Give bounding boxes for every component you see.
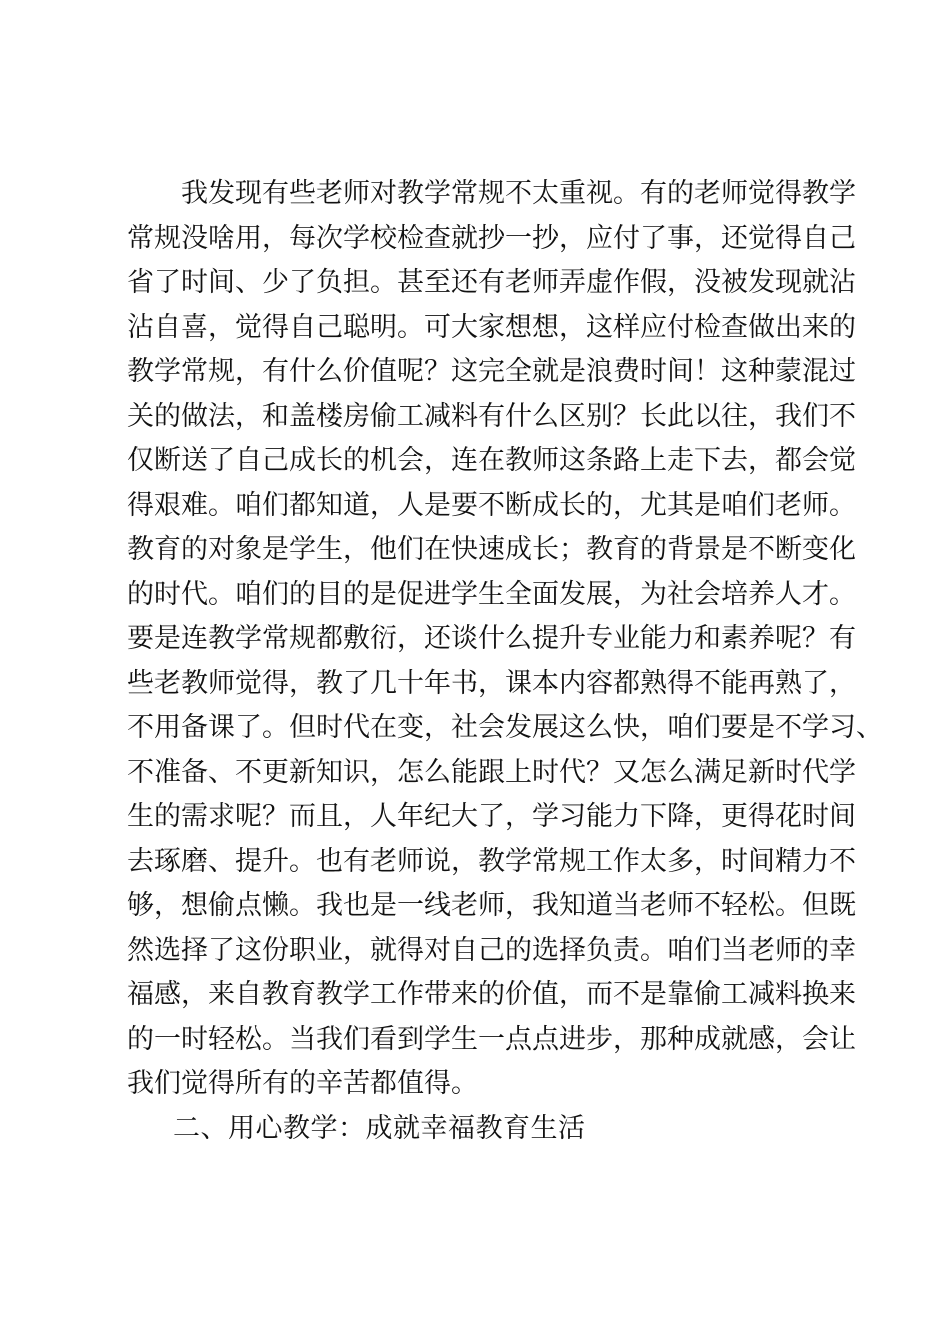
paragraph-line: 生的需求呢？而且，人年纪大了，学习能力下降，更得花时间 [127,801,856,832]
paragraph-line: 得艰难。咱们都知道，人是要不断成长的，尤其是咱们老师。 [127,489,856,521]
paragraph-line: 够，想偷点懒。我也是一线老师，我知道当老师不轻松。但既 [127,890,856,921]
paragraph-line: 常规没啥用，每次学校检查就抄一抄，应付了事，还觉得自己 [127,222,856,254]
paragraph-line: 要是连教学常规都敷衍，还谈什么提升专业能力和素养呢？有 [127,623,856,654]
paragraph-line: 的时代。咱们的目的是促进学生全面发展，为社会培养人才。 [127,578,856,610]
body-paragraph [127,172,883,1107]
paragraph-line: 不用备课了。但时代在变，社会发展这么快，咱们要是不学习、 [127,712,883,743]
paragraph-line: 不准备、不更新知识，怎么能跟上时代？又怎么满足新时代学 [127,756,856,788]
paragraph-line: 省了时间、少了负担。甚至还有老师弄虚作假，没被发现就沾 [127,267,856,298]
paragraph-line: 去琢磨、提升。也有老师说，教学常规工作太多，时间精力不 [127,845,856,877]
paragraph-line: 沾自喜，觉得自己聪明。可大家想想，这样应付检查做出来的 [127,311,856,343]
paragraph-line: 的一时轻松。当我们看到学生一点点进步，那种成就感，会让 [127,1023,856,1055]
paragraph-line: 福感，来自教育教学工作带来的价值，而不是靠偷工减料换来 [127,979,856,1010]
paragraph-line: 我们觉得所有的辛苦都值得。 [127,1068,478,1099]
section-heading: 二、用心教学：成就幸福教育生活 [173,1112,586,1144]
paragraph-line: 教育的对象是学生，他们在快速成长；教育的背景是不断变化 [127,534,856,565]
paragraph-line: 教学常规，有什么价值呢？这完全就是浪费时间！这种蒙混过 [127,356,856,387]
document-body [127,172,883,1151]
paragraph-line: 然选择了这份职业，就得对自己的选择负责。咱们当老师的幸 [127,934,856,966]
paragraph-line: 关的做法，和盖楼房偷工减料有什么区别？长此以往，我们不 [127,400,856,432]
paragraph-line: 仅断送了自己成长的机会，连在教师这条路上走下去，都会觉 [127,445,856,476]
paragraph-line: 我发现有些老师对教学常规不太重视。有的老师觉得教学 [181,178,856,209]
paragraph-line: 些老教师觉得，教了几十年书，课本内容都熟得不能再熟了， [127,667,856,699]
